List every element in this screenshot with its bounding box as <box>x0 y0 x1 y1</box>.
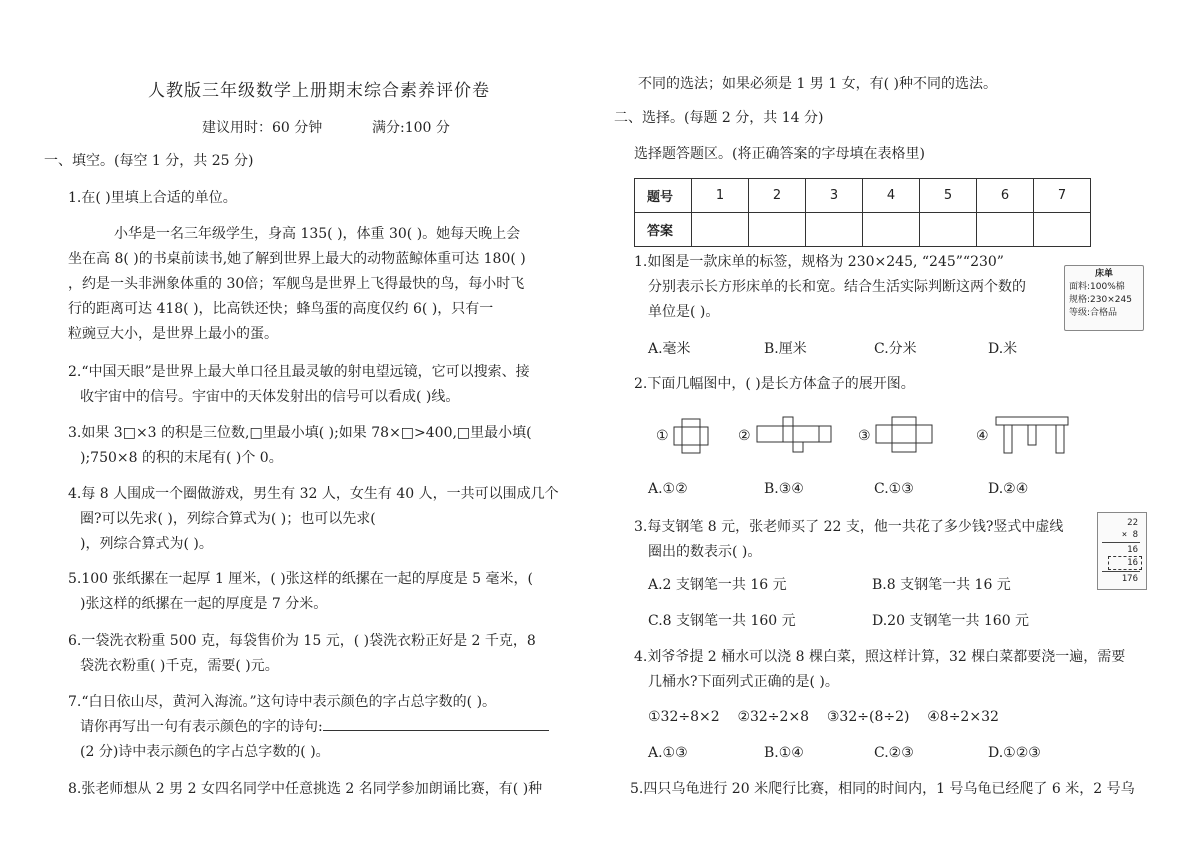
option-b: B.①④ <box>764 745 804 761</box>
q2-line: 2.“中国天眼”是世界上最大单口径且最灵敏的射电望远镜，它可以搜索、接 <box>68 364 530 380</box>
net-figure-2 <box>756 416 834 454</box>
answer-cell[interactable] <box>977 213 1034 247</box>
answer-cell[interactable] <box>1034 213 1091 247</box>
calc-line: 176 <box>1121 574 1138 584</box>
mc-q3-line: 圈出的数表示( )。 <box>648 544 762 560</box>
q1-line: 坐在高 8( )的书桌前读书,她了解到世界上最大的动物蓝鲸体重可达 180( ) <box>68 251 526 267</box>
q8-continuation: 不同的选法；如果必须是 1 男 1 女，有( )种不同的选法。 <box>638 76 997 92</box>
label-title: 床单 <box>1094 269 1113 279</box>
q1-line: 小华是一名三年级学生，身高 135( )，体重 30( )。她每天晚上会 <box>114 226 521 242</box>
answer-cell[interactable] <box>806 213 863 247</box>
q4 <box>68 482 559 557</box>
net-figure-4 <box>994 416 1072 456</box>
q1-line: 行的距离可达 418( )，比高铁还快；蜂鸟蛋的高度仅约 6( )，只有一 <box>68 301 494 317</box>
option-b: B.8 支钢笔一共 16 元 <box>872 577 1011 593</box>
option-c: C.①③ <box>874 481 914 497</box>
option-a: A.①③ <box>648 745 688 761</box>
mc-q1-line: 单位是( )。 <box>648 304 720 320</box>
table-cell: 6 <box>977 179 1034 213</box>
table-row <box>635 213 1091 247</box>
net-figure-1 <box>672 418 718 454</box>
q1-line: ，约是一头非洲象体重的 30倍；军舰鸟是世界上飞得最快的鸟，每小时飞 <box>68 276 525 292</box>
exam-score: 满分:100 分 <box>372 120 450 136</box>
answer-cell[interactable] <box>863 213 920 247</box>
mc-q4 <box>634 645 1125 695</box>
option-b: B.厘米 <box>764 341 807 357</box>
mc-q4-line: 4.刘爷爷提 2 桶水可以浇 8 棵白菜，照这样计算，32 棵白菜都要浇一遍，需要 <box>634 649 1126 665</box>
q2 <box>68 360 530 410</box>
q7-line: 7.“白日依山尽，黄河入海流。”这句诗中表示颜色的字占总字数的( )。 <box>68 694 497 710</box>
calc-line: 22 <box>1127 518 1138 528</box>
table-cell: 2 <box>749 179 806 213</box>
q1-line: 粒豌豆大小，是世界上最小的蛋。 <box>68 326 278 342</box>
label-line: 面料:100%棉 <box>1069 282 1125 292</box>
q3-line: 3.如果 3□×3 的积是三位数,□里最小填( );如果 78×□>400,□里最小填( <box>68 425 532 441</box>
poem-answer-line[interactable] <box>323 716 549 731</box>
q7 <box>68 690 549 765</box>
option-d: D.②④ <box>988 481 1029 497</box>
q7-line: (2 分)诗中表示颜色的字占总字数的( )。 <box>80 744 330 760</box>
q8-line: 8.张老师想从 2 男 2 女四名同学中任意挑选 2 名同学参加朗诵比赛，有( )种 <box>68 781 543 797</box>
q2-line: 收宇宙中的信号。宇宙中的天体发射出的信号可以看成( )线。 <box>80 389 460 405</box>
option-a: A.①② <box>648 481 688 497</box>
table-cell: 7 <box>1034 179 1091 213</box>
q5-line: 5.100 张纸摞在一起厚 1 厘米，( )张这样的纸摞在一起的厚度是 5 毫米，( <box>68 571 533 587</box>
calc-dashed-circle <box>1108 556 1142 570</box>
mc-q4-expressions: ①32÷8×2 ②32÷2×8 ③32÷(8÷2) ④8÷2×32 <box>648 709 999 725</box>
option-d: D.20 支钢笔一共 160 元 <box>872 613 1030 629</box>
answer-cell[interactable] <box>692 213 749 247</box>
table-cell: 5 <box>920 179 977 213</box>
q8 <box>68 777 542 802</box>
page-title: 人教版三年级数学上册期末综合素养评价卷 <box>148 81 490 101</box>
mc-q5-line: 5.四只乌龟进行 20 米爬行比赛，相同的时间内，1 号乌龟已经爬了 6 米，2 号乌 <box>630 781 1135 797</box>
label-line: 规格:230×245 <box>1069 295 1132 305</box>
calc-line: × 8 <box>1121 530 1138 540</box>
q7-line <box>68 715 549 740</box>
section1-heading: 一、填空。(每空 1 分，共 25 分) <box>44 153 254 169</box>
q3 <box>68 421 532 471</box>
figure-label: ④ <box>976 428 989 444</box>
option-a: A.2 支钢笔一共 16 元 <box>648 577 787 593</box>
q5-line: )张这样的纸摞在一起的厚度是 7 分米。 <box>80 596 328 612</box>
q4-line: 4.每 8 人围成一个圈做游戏，男生有 32 人，女生有 40 人，一共可以围成几个 <box>68 486 559 502</box>
row-label: 答案 <box>635 213 692 247</box>
table-cell: 1 <box>692 179 749 213</box>
option-b: B.③④ <box>764 481 804 497</box>
mc-q3 <box>634 515 1063 565</box>
mc-q2-line: 2.下面几幅图中，( )是长方体盒子的展开图。 <box>634 376 915 392</box>
mc-q4-line: 几桶水?下面列式正确的是( )。 <box>648 674 839 690</box>
bedsheet-label-image <box>1064 265 1144 331</box>
label-line: 等级:合格品 <box>1069 308 1118 318</box>
answer-table <box>634 178 1091 247</box>
q7-prompt: 请你再写出一句有表示颜色的字的诗句: <box>80 719 323 735</box>
mc-q1-line: 分别表示长方形床单的长和宽。结合生活实际判断这两个数的 <box>648 279 1026 295</box>
figure-label: ① <box>656 428 669 444</box>
answer-cell[interactable] <box>920 213 977 247</box>
section2-heading: 二、选择。(每题 2 分，共 14 分) <box>614 110 824 126</box>
option-d: D.米 <box>988 341 1018 357</box>
mc-q3-line: 3.每支钢笔 8 元，张老师买了 22 支，他一共花了多少钱?竖式中虚线 <box>634 519 1064 535</box>
q1-title: 1.在( )里填上合适的单位。 <box>68 190 237 206</box>
q5 <box>68 567 533 617</box>
q3-line: );750×8 的积的末尾有( )个 0。 <box>80 450 283 466</box>
q6-line: 6.一袋洗衣粉重 500 克，每袋售价为 15 元，( )袋洗衣粉正好是 2 千克，8 <box>68 633 536 649</box>
option-c: C.8 支钢笔一共 160 元 <box>648 613 796 629</box>
option-a: A.毫米 <box>648 341 691 357</box>
table-row <box>635 179 1091 213</box>
option-c: C.②③ <box>874 745 914 761</box>
q6-line: 袋洗衣粉重( )千克，需要( )元。 <box>80 658 279 674</box>
calc-line: 16 <box>1127 558 1138 568</box>
calc-line: 16 <box>1127 545 1138 555</box>
row-label: 题号 <box>635 179 692 213</box>
net-figure-3 <box>874 416 942 454</box>
calc-rule <box>1102 571 1140 572</box>
calc-rule <box>1102 542 1140 543</box>
mc-q1-line: 1.如图是一款床单的标签，规格为 230×245, “245”“230” <box>634 254 1004 270</box>
table-cell: 4 <box>863 179 920 213</box>
option-d: D.①②③ <box>988 745 1041 761</box>
answer-area-note: 选择题答题区。(将正确答案的字母填在表格里) <box>634 146 925 162</box>
q6 <box>68 629 536 679</box>
vertical-calculation-image <box>1097 512 1147 590</box>
q4-line: 圈?可以先求( )，列综合算式为( )；也可以先求( <box>80 511 376 527</box>
answer-cell[interactable] <box>749 213 806 247</box>
figure-label: ② <box>738 428 751 444</box>
exam-time: 建议用时：60 分钟 <box>202 120 323 136</box>
option-c: C.分米 <box>874 341 917 357</box>
mc-q1 <box>634 250 1026 325</box>
figure-label: ③ <box>858 428 871 444</box>
table-cell: 3 <box>806 179 863 213</box>
q1-paragraph <box>68 222 588 347</box>
q4-line: )，列综合算式为( )。 <box>80 536 213 552</box>
